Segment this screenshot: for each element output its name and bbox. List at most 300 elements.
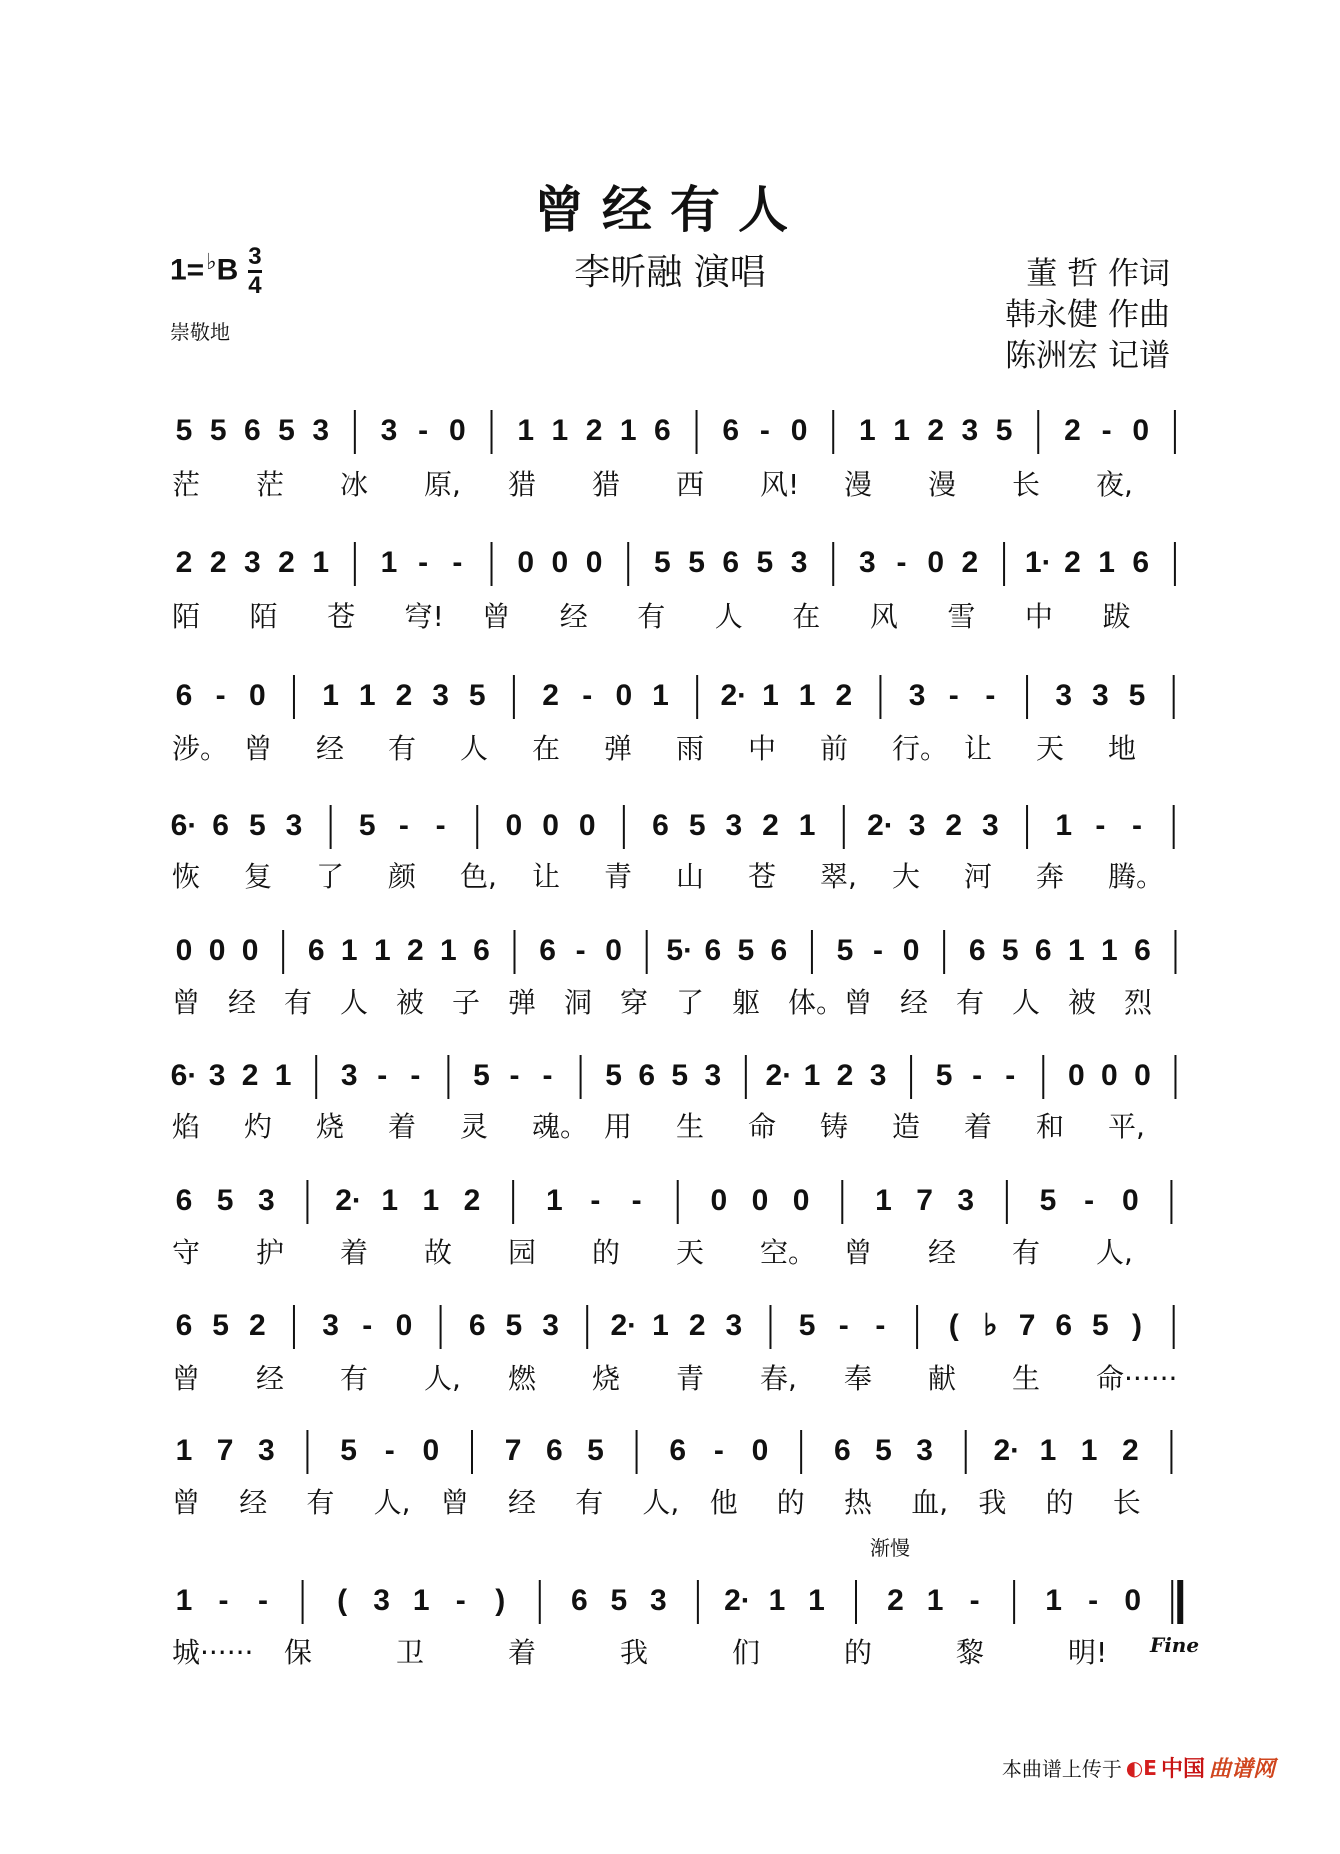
lyric-syllable: 中 (748, 732, 777, 765)
note: 6 (175, 1184, 193, 1217)
note: 1 (1101, 934, 1118, 967)
note: - (410, 1059, 421, 1092)
key-label: 1= (170, 253, 205, 287)
note: - (873, 934, 884, 967)
note: 5 (671, 1059, 689, 1092)
lyric-syllable: 卫 (396, 1636, 425, 1669)
lyric-syllable: 有 (575, 1486, 604, 1519)
note: 1 (859, 414, 876, 447)
lyric-syllable: 苍 (748, 860, 777, 893)
lyric-syllable: 翠, (820, 860, 857, 893)
note: 3 (312, 414, 330, 447)
lyric-syllable: 经 (228, 986, 257, 1019)
lyric-syllable: 灵 (460, 1110, 489, 1143)
lyric-syllable: 了 (316, 860, 345, 893)
lyric-syllable: 让 (964, 732, 993, 765)
lyric-syllable: 保 (284, 1636, 313, 1669)
lyric-syllable: 魂。 (532, 1110, 589, 1143)
lyric-syllable: 了 (676, 986, 705, 1019)
note: - (1095, 809, 1106, 842)
lyric-syllable: 护 (256, 1236, 285, 1269)
note: 3 (704, 1059, 722, 1092)
lyric-syllable: 着 (388, 1110, 417, 1143)
lyric-syllable: 猎 (592, 468, 621, 501)
lyric-syllable: 经 (256, 1362, 285, 1395)
note: ) (1132, 1309, 1143, 1342)
note: 7 (1018, 1309, 1036, 1342)
note: 5 (505, 1309, 523, 1342)
lyric-syllable: 经 (316, 732, 345, 765)
lyric-syllable: 曾 (172, 1362, 201, 1395)
lyric-syllable: 有 (637, 600, 666, 633)
lyric-syllable: 黎 (956, 1636, 985, 1669)
lyric-syllable: 烧 (316, 1110, 345, 1143)
note: 2 (945, 809, 963, 842)
note: 1 (340, 934, 358, 967)
lyric-syllable: 奉 (844, 1362, 873, 1395)
note: 6 (654, 414, 671, 447)
note: 1 (358, 679, 376, 712)
note: 0 (902, 934, 920, 967)
lyric-syllable: 命 (748, 1110, 777, 1143)
note: - (1084, 1184, 1095, 1217)
note: - (418, 546, 429, 579)
lyric-syllable: 被 (396, 986, 425, 1019)
note: - (435, 809, 446, 842)
note: 7 (216, 1434, 234, 1467)
note: 1 (422, 1184, 440, 1217)
note: - (215, 679, 226, 712)
note: 1 (175, 1434, 193, 1467)
lyric-syllable: 曾 (172, 1486, 201, 1519)
lyric-syllable: 西 (676, 468, 705, 501)
flat-sign: ♭ (206, 249, 217, 275)
upload-text: 本曲谱上传于 (1001, 1757, 1122, 1781)
note: 6 (722, 546, 740, 579)
note: 0 (1121, 1184, 1139, 1217)
lyric-syllable: 经 (239, 1486, 268, 1519)
lyric-syllable: 的 (1045, 1486, 1074, 1519)
lyric-syllable: 曾 (440, 1486, 469, 1519)
lyric-syllable: 让 (532, 860, 561, 893)
note: 2 (209, 546, 227, 579)
lyric-syllable: 茫 (256, 468, 285, 501)
lyric-syllable: 们 (732, 1636, 761, 1669)
key-note: B (216, 253, 239, 287)
note: ( (337, 1584, 348, 1617)
note: 2 (835, 679, 853, 712)
note: 5 (1092, 1309, 1109, 1342)
note: 0 (542, 809, 559, 842)
note: 5 (248, 809, 266, 842)
note: 2 (887, 1584, 904, 1617)
lyric-syllable: 穿 (620, 986, 649, 1019)
note: 7 (916, 1184, 933, 1217)
lyric-syllable: 被 (1068, 986, 1097, 1019)
time-denominator: 4 (248, 272, 262, 299)
note: - (631, 1184, 642, 1217)
lyric-syllable: 人, (642, 1486, 680, 1519)
lyric-syllable: 城······ (172, 1636, 254, 1669)
lyric-syllable: 园 (508, 1236, 537, 1269)
lyric-syllable: 陌 (172, 600, 201, 633)
lyric-syllable: 曾 (844, 1236, 873, 1269)
note: - (875, 1309, 886, 1342)
lyric-syllable: 山 (676, 860, 705, 893)
lyric-syllable: 春, (760, 1362, 797, 1395)
time-numerator: 3 (248, 243, 262, 270)
lyric-syllable: 子 (452, 986, 481, 1019)
note: 5 (216, 1184, 234, 1217)
note: 5 (798, 1309, 816, 1342)
lyric-syllable: 体。 (788, 986, 845, 1019)
note: 2 (278, 546, 295, 579)
lyric-syllable: 和 (1036, 1110, 1065, 1143)
note: 6· (170, 1059, 198, 1092)
note: - (258, 1584, 269, 1617)
note: 6 (1134, 934, 1151, 967)
note: 1 (652, 679, 669, 712)
lyric-syllable: 着 (340, 1236, 369, 1269)
note: 0 (175, 934, 193, 967)
lyric-syllable: 夜, (1096, 468, 1133, 501)
note: 3 (725, 1309, 743, 1342)
note: 5 (209, 414, 227, 447)
note: 3 (1055, 679, 1073, 712)
lyric-syllable: 的 (776, 1486, 805, 1519)
lyric-syllable: 风 (869, 600, 898, 633)
lyric-syllable: 人 (460, 732, 489, 765)
note: 6 (473, 934, 490, 967)
note: 3 (322, 1309, 339, 1342)
note: 0 (585, 546, 603, 579)
lyric-syllable: 经 (900, 986, 929, 1019)
lyric-syllable: 造 (892, 1110, 921, 1143)
note: 0 (208, 934, 226, 967)
lyric-syllable: 漫 (844, 468, 873, 501)
note: 5 (756, 546, 774, 579)
note: 1 (1055, 809, 1073, 842)
lyric-syllable: 烧 (592, 1362, 621, 1395)
note: 5 (610, 1584, 628, 1617)
note: 0 (1132, 414, 1150, 447)
note: 5 (875, 1434, 892, 1467)
note: 6 (307, 934, 325, 967)
lyric-syllable: 地 (1108, 732, 1137, 765)
note: - (969, 1584, 980, 1617)
note: 3 (908, 809, 926, 842)
lyric-syllable: 他 (709, 1486, 738, 1519)
note: 0 (422, 1434, 440, 1467)
note: 2· (867, 809, 894, 842)
note: 6 (468, 1309, 486, 1342)
note: - (1132, 809, 1143, 842)
note: 6 (669, 1434, 687, 1467)
lyric-syllable: 经 (559, 600, 588, 633)
note: 0 (551, 546, 569, 579)
note: 1 (380, 546, 398, 579)
note: 3 (373, 1584, 390, 1617)
note: 7 (504, 1434, 522, 1467)
note: 5 (654, 546, 671, 579)
lyricist-credit: 董 哲 作词 (1026, 256, 1170, 292)
lyric-syllable: 色, (460, 860, 497, 893)
note: 0 (751, 1434, 769, 1467)
note: 5· (666, 934, 694, 967)
lyric-syllable: 血, (911, 1486, 949, 1519)
composer-credit: 韩永健 作曲 (1005, 297, 1170, 333)
note: 3 (243, 546, 261, 579)
note: 3 (1092, 679, 1109, 712)
note: - (218, 1584, 229, 1617)
lyric-syllable: 生 (1012, 1362, 1041, 1395)
note: 2· (610, 1309, 638, 1342)
note: 1· (1024, 546, 1052, 579)
note: 5 (175, 414, 193, 447)
note: 0 (927, 546, 945, 579)
note: 1 (322, 679, 339, 712)
note: 0 (605, 934, 622, 967)
lyric-syllable: 躯 (732, 986, 761, 1019)
lyric-syllable: 人, (373, 1486, 411, 1519)
note: 6 (968, 934, 986, 967)
note: 0 (710, 1184, 728, 1217)
note: - (972, 1059, 983, 1092)
note: 6 (1055, 1309, 1073, 1342)
lyric-syllable: 在 (532, 732, 561, 765)
lyric-syllable: 经 (928, 1236, 957, 1269)
note: 5 (468, 679, 486, 712)
lyric-syllable: 天 (676, 1236, 705, 1269)
note: 5 (473, 1059, 490, 1092)
note: 6 (638, 1059, 656, 1092)
lyric-syllable: 有 (284, 986, 313, 1019)
note: 1 (808, 1584, 825, 1617)
note: 3 (961, 414, 979, 447)
lyric-syllable: 河 (964, 860, 993, 893)
lyric-syllable: 明! (1068, 1636, 1108, 1669)
note: - (582, 679, 593, 712)
note: 2 (241, 1059, 259, 1092)
note: 5 (358, 809, 376, 842)
note: 1 (893, 414, 910, 447)
note: 1 (762, 679, 779, 712)
note: 0 (395, 1309, 413, 1342)
lyric-syllable: 复 (244, 860, 273, 893)
lyric-syllable: 有 (306, 1486, 335, 1519)
note: 2 (248, 1309, 266, 1342)
lyric-syllable: 曾 (844, 986, 873, 1019)
note: 3 (542, 1309, 559, 1342)
note: - (1088, 1584, 1099, 1617)
note: 2 (1121, 1434, 1139, 1467)
lyric-syllable: 有 (388, 732, 417, 765)
lyric-syllable: 中 (1024, 600, 1053, 633)
note: 6· (170, 809, 198, 842)
lyric-syllable: 猎 (508, 468, 537, 501)
note: 2 (585, 414, 603, 447)
note: 6 (175, 1309, 193, 1342)
lyric-syllable: 洞 (564, 986, 593, 1019)
expression-mark: 崇敬地 (170, 320, 230, 344)
note: 0 (1101, 1059, 1118, 1092)
site-logo-icon: ◐E (1125, 1755, 1157, 1780)
fine-mark: Fine (1150, 1633, 1200, 1657)
lyric-syllable: 热 (844, 1486, 873, 1519)
lyric-syllable: 用 (604, 1110, 633, 1143)
site-name: 中国 (1160, 1756, 1205, 1782)
lyric-syllable: 雪 (947, 600, 976, 633)
note: 0 (505, 809, 523, 842)
note: 2 (463, 1184, 481, 1217)
lyric-syllable: 行。 (892, 732, 949, 765)
lyric-syllable: 曾 (482, 600, 511, 633)
note: 3 (957, 1184, 975, 1217)
lyric-syllable: 苍 (327, 600, 356, 633)
lyric-syllable: 青 (604, 860, 633, 893)
note: 1 (373, 934, 391, 967)
lyric-syllable: 燃 (508, 1362, 537, 1395)
footer (1002, 1752, 1275, 1783)
note: 3 (208, 1059, 226, 1092)
note: 3 (432, 679, 449, 712)
performer-credit: 李昕融 演唱 (574, 252, 766, 293)
note: 6 (539, 934, 556, 967)
note: 3 (982, 809, 999, 842)
note: 3 (908, 679, 926, 712)
note: 1 (652, 1309, 669, 1342)
note: 3 (285, 809, 303, 842)
note: 6 (212, 809, 229, 842)
lyric-syllable: 冰 (340, 468, 369, 501)
lyric-syllable: 弹 (604, 732, 633, 765)
note: 2· (724, 1584, 751, 1617)
note: 1 (274, 1059, 292, 1092)
note: 1 (875, 1184, 892, 1217)
lyric-syllable: 茫 (172, 468, 201, 501)
note: 1 (175, 1584, 193, 1617)
note: 2 (407, 934, 424, 967)
lyric-syllable: 灼 (244, 1110, 273, 1143)
note: 2· (993, 1434, 1021, 1467)
note: 5 (1001, 934, 1019, 967)
note: 1 (926, 1584, 944, 1617)
note: 1 (381, 1184, 399, 1217)
note: - (1005, 1059, 1016, 1092)
note: 2 (688, 1309, 706, 1342)
site-name-accent: 曲谱网 (1208, 1757, 1275, 1782)
note: ( (948, 1309, 959, 1342)
note: 3 (916, 1434, 933, 1467)
lyric-syllable: 平, (1108, 1110, 1145, 1143)
note: 5 (278, 414, 295, 447)
note: 1 (768, 1584, 786, 1617)
lyric-syllable: 烈 (1124, 986, 1153, 1019)
note: 5 (212, 1309, 229, 1342)
lyric-syllable: 着 (508, 1636, 537, 1669)
note: 1 (551, 414, 569, 447)
note: 6 (770, 934, 788, 967)
tempo-mark: 渐慢 (870, 1536, 910, 1560)
note: 0 (449, 414, 466, 447)
note: 3 (725, 809, 743, 842)
note: - (452, 546, 463, 579)
lyric-syllable: 献 (928, 1362, 957, 1395)
lyric-syllable: 原, (424, 468, 461, 501)
lyric-syllable: 弹 (508, 986, 537, 1019)
note: 1 (1045, 1584, 1062, 1617)
lyric-syllable: 人, (424, 1362, 461, 1395)
lyric-syllable: 大 (892, 860, 921, 893)
note: 1 (517, 414, 535, 447)
note: 3 (869, 1059, 887, 1092)
lyric-syllable: 奔 (1036, 860, 1065, 893)
note: - (542, 1059, 553, 1092)
note: 0 (248, 679, 266, 712)
note: 3 (859, 546, 876, 579)
note: 2 (961, 546, 979, 579)
note: 5 (340, 1434, 357, 1467)
note: 0 (792, 1184, 810, 1217)
lyric-syllable: 命······ (1096, 1362, 1178, 1395)
note: 2 (836, 1059, 854, 1092)
song-title: 曾经有人 (534, 180, 806, 239)
note: 3 (257, 1434, 275, 1467)
note: 2 (175, 546, 193, 579)
lyric-syllable: 有 (956, 986, 985, 1019)
note: 5 (836, 934, 854, 967)
lyric-syllable: 青 (676, 1362, 705, 1395)
lyric-syllable: 颜 (388, 860, 417, 893)
note: 6 (1132, 546, 1150, 579)
lyric-syllable: 穹! (404, 600, 444, 633)
lyric-syllable: 我 (978, 1486, 1007, 1519)
note: 2 (762, 809, 779, 842)
note: - (759, 414, 770, 447)
note: 5 (688, 809, 706, 842)
note: 0 (517, 546, 535, 579)
note: - (575, 934, 586, 967)
lyric-syllable: 有 (340, 1362, 369, 1395)
lyric-syllable: 曾 (244, 732, 273, 765)
lyric-syllable: 腾。 (1108, 860, 1165, 893)
note: 5 (605, 1059, 622, 1092)
lyric-syllable: 长 (1012, 468, 1041, 501)
lyric-syllable: 涉。 (172, 732, 229, 765)
note: ) (495, 1584, 506, 1617)
note: 6 (545, 1434, 563, 1467)
note: 5 (737, 934, 755, 967)
note: 5 (587, 1434, 604, 1467)
note: 1 (1039, 1434, 1057, 1467)
lyric-syllable: 守 (172, 1236, 201, 1269)
note: 6 (833, 1434, 851, 1467)
note: 2 (927, 414, 945, 447)
note: 1 (1080, 1434, 1098, 1467)
note: 0 (751, 1184, 769, 1217)
lyric-syllable: 经 (508, 1486, 537, 1519)
note: 3 (790, 546, 808, 579)
note: - (377, 1059, 388, 1092)
note: 6 (570, 1584, 588, 1617)
note: 6 (243, 414, 261, 447)
note: 3 (340, 1059, 358, 1092)
note: 0 (1134, 1059, 1151, 1092)
note: 3 (380, 414, 398, 447)
note: 6 (704, 934, 722, 967)
note: 1 (803, 1059, 821, 1092)
transcriber-credit: 陈洲宏 记谱 (1005, 338, 1170, 374)
